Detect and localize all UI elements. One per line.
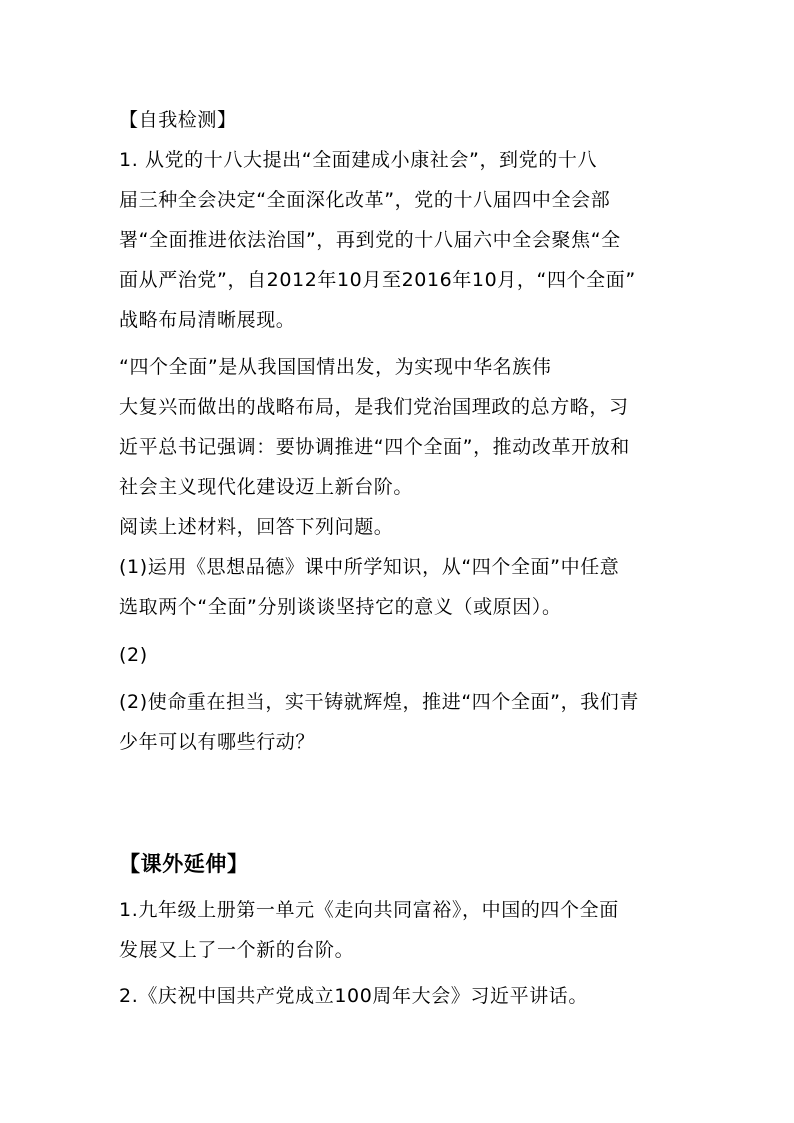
sub-question-1-line-1: (1)运用《思想品德》课中所学知识，从“四个全面”中任意: [119, 556, 620, 578]
extension-item-1-line-1: 1.九年级上册第一单元《走向共同富裕》，中国的四个全面: [119, 899, 619, 921]
extension-item-2: 2.《庆祝中国共产党成立100周年大会》习近平讲话。: [119, 985, 588, 1007]
q1-line-1: 1. 从党的十八大提出“全面建成小康社会”，到党的十八: [119, 149, 598, 171]
q1-line-5: 战略布局清晰展现。: [119, 309, 296, 331]
q1-line-3: 署“全面推进依法治国”，再到党的十八届六中全会聚焦“全: [119, 229, 621, 251]
extension-item-1-line-2: 发展又上了一个新的台阶。: [119, 939, 355, 961]
para2-line-1: “四个全面”是从我国国情出发，为实现中华名族伟: [119, 356, 552, 378]
sub-question-2-line-2: 少年可以有哪些行动？: [119, 731, 316, 753]
para2-line-4: 社会主义现代化建设迈上新台阶。: [119, 476, 414, 498]
para2-line-2: 大复兴而做出的战略布局，是我们党治国理政的总方略，习: [119, 396, 629, 418]
sub-question-2-label: (2): [119, 644, 148, 666]
extension-heading: 【课外延伸】: [119, 852, 249, 876]
instruction-text: 阅读上述材料，回答下列问题。: [119, 516, 394, 538]
sub-question-2-line-1: (2)使命重在担当，实干铸就辉煌，推进“四个全面”，我们青: [119, 691, 640, 713]
sub-question-1-line-2: 选取两个“全面”分别谈谈坚持它的意义（或原因）。: [119, 596, 562, 618]
q1-line-4: 面从严治党”，自2012年10月至2016年10月，“四个全面”: [119, 269, 636, 291]
self-check-heading: 【自我检测】: [119, 109, 237, 131]
q1-line-2: 届三种全会决定“全面深化改革”，党的十八届四中全会部: [119, 189, 611, 211]
para2-line-3: 近平总书记强调：要协调推进“四个全面”，推动改革开放和: [119, 436, 630, 458]
